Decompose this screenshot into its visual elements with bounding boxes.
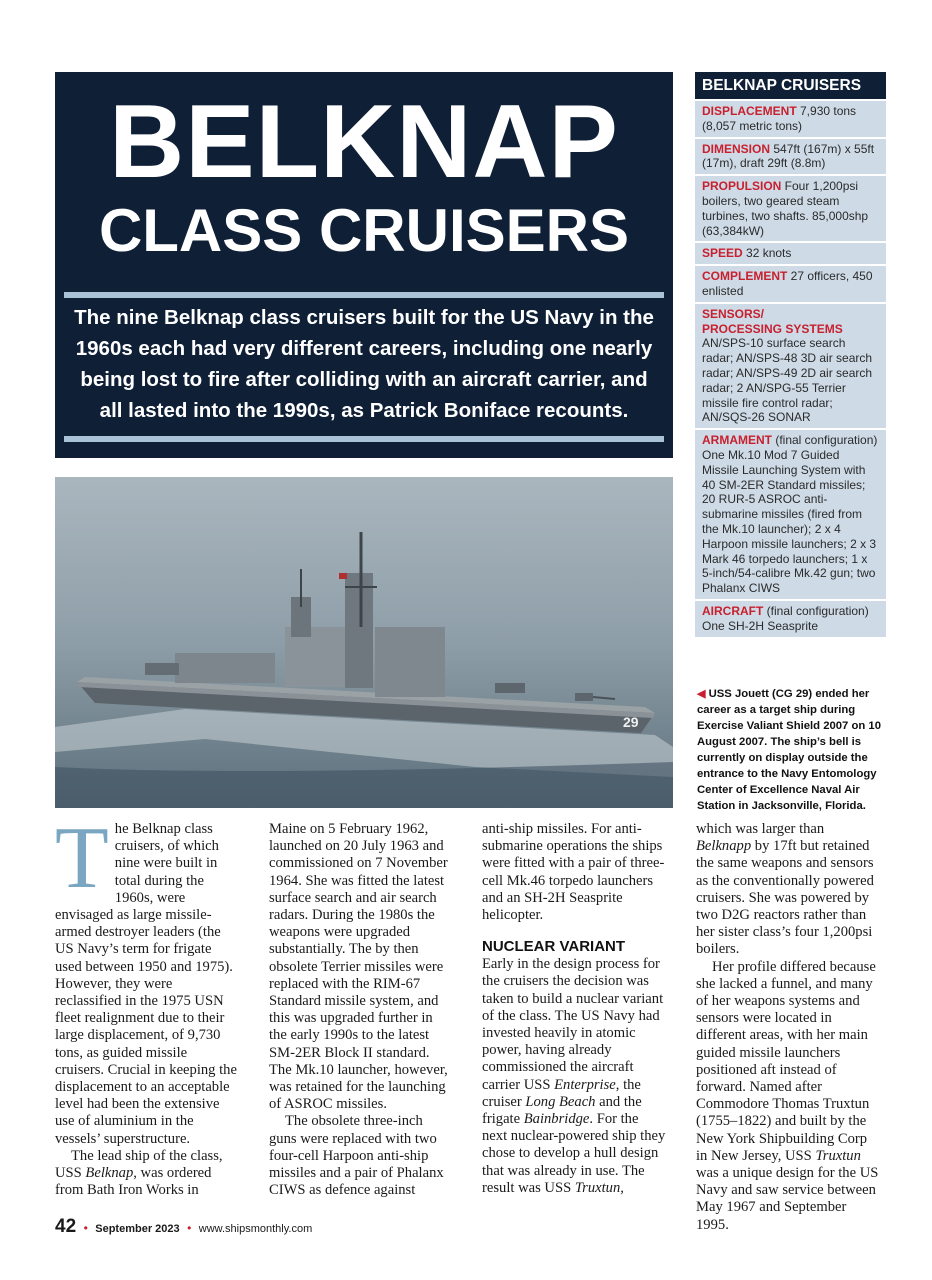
body-column-1: [55, 810, 239, 1199]
body-paragraph: which was larger than Belknapp by 17ft but retained the same weapons and sensors as the conventionally powered cruisers. She was powered by two D2G reactors rather than her sister class’s four 1,200psi boilers.: [696, 821, 874, 958]
body-paragraph: The Belknap class cruisers, of which nine were built in total during the 1960s, were envisaged as large missile-armed destroyer leaders (the US Navy’s term for frigate used between 1950 and 1975). However, they were reclassified in the 1975 USN fleet realignment due to their large displacement, of 9,730 tons, as guided missile cruisers. Crucial in keeping the displacement to an acceptable level had been the extensive use of aluminium in the vessels’ superstructure.: [55, 810, 237, 1147]
separator-dot: •: [83, 1221, 88, 1235]
page-number: 42: [55, 1216, 77, 1237]
body-paragraph: The lead ship of the class, USS Belknap, was ordered from Bath Iron Works in: [55, 1147, 223, 1199]
page-footer: [55, 1216, 312, 1238]
spec-dimension: DIMENSION 547ft (167m) x 55ft (17m), draft 29ft (8.8m): [695, 137, 886, 175]
separator-dot: •: [187, 1221, 192, 1235]
headline-subtitle: CLASS CRUISERS: [98, 197, 630, 264]
spec-complement: COMPLEMENT 27 officers, 450 enlisted: [695, 264, 886, 302]
spec-armament: ARMAMENT (final configuration) One Mk.10 Mod 7 Guided Missile Launching System with 40 SM-2ER Standard missiles; 20 RUR-5 ASROC anti-submarine missiles (fired from the Mk.10 launcher); 2 x 4 Harpoon missile launchers; 2 x 3 Mark 46 torpedo launchers; 1 x 5-inch/54-calibre Mk.42 gun; two Phalanx CIWS: [695, 428, 886, 599]
spec-aircraft: AIRCRAFT (final configuration) One SH-2H Seasprite: [695, 599, 886, 637]
divider-top: [64, 292, 664, 298]
caption-text: USS Jouett (CG 29) ended her career as a target ship during Exercise Valiant Shield 2007 on 10 August 2007. The ship’s bell is currently on display outside the entrance to the Navy Entomology Center of Excellence Naval Air Station in Jacksonville, Florida.: [697, 688, 881, 812]
body-paragraph: Early in the design process for the cruisers the decision was taken to build a nuclear variant of the class. The US Navy had invested heavily in atomic power, having already commissioned the aircraft carrier USS Enterprise, the cruiser Long Beach and the frigate Bainbridge. For the next nuclear-powered ship they chose to develop a hull design that was already in use. The result was USS Truxtun,: [482, 956, 666, 1196]
body-column-2: [269, 821, 453, 1199]
spec-propulsion: PROPULSION Four 1,200psi boilers, two geared steam turbines, two shafts. 85,000shp (63,384kW): [695, 174, 886, 241]
headline: BELKNAP: [109, 84, 619, 200]
spec-sensors: SENSORS/ PROCESSING SYSTEMS AN/SPS-10 surface search radar; AN/SPS-48 3D air search radar; AN/SPS-49 2D air search radar; 2 AN/SPG-55 Terrier missile fire control radar; AN/SQS-26 SONAR: [695, 302, 886, 428]
body-paragraph: anti-ship missiles. For anti-submarine operations the ships were fitted with a pair of three-cell Mk.46 torpedo launchers and an SH-2H Seasprite helicopter.: [482, 821, 665, 924]
divider-bottom: [64, 436, 664, 442]
photo-caption: [697, 686, 887, 814]
issue-date: September 2023: [95, 1223, 180, 1235]
spec-sidebar: [695, 72, 886, 637]
body-column-4: [696, 821, 880, 1234]
body-paragraph: The obsolete three-inch guns were replaced with two four-cell Harpoon anti-ship missiles and a pair of Phalanx CIWS as defence against: [269, 1113, 444, 1199]
drop-cap: T: [55, 810, 109, 907]
title-block: [55, 72, 673, 458]
spec-displacement: DISPLACEMENT 7,930 tons (8,057 metric tons): [695, 99, 886, 137]
section-subhead: NUCLEAR VARIANT: [482, 938, 626, 956]
sidebar-heading: BELKNAP CRUISERS: [695, 72, 886, 99]
website-link[interactable]: www.shipsmonthly.com: [198, 1223, 313, 1235]
body-paragraph: Maine on 5 February 1962, launched on 20 July 1963 and commissioned on 7 November 1964. She was fitted the latest surface search and air search radars. During the 1980s the weapons were upgraded substantially. The by then obsolete Terrier missiles were replaced with the RIM-67 Standard missile system, and this was upgraded further in the early 1990s to the latest SM-2ER Block II standard. The Mk.10 launcher, however, was retained for the launching of ASROC missiles.: [269, 821, 448, 1113]
standfirst: The nine Belknap class cruisers built for the US Navy in the 1960s each had very different careers, including one nearly being lost to fire after colliding with an aircraft carrier, and all lasted into the 1990s, as Patrick Boniface recounts.: [74, 306, 654, 422]
caption-arrow-icon: ◀: [697, 688, 706, 700]
body-paragraph: Her profile differed because she lacked a funnel, and many of her weapons systems and sensors were located in different areas, with her main guided missile launchers positioned aft instead of forward. Named after Commodore Thomas Truxtun (1755–1822) and built by the New York Shipbuilding Corp in New Jersey, USS Truxtun was a unique design for the US Navy and saw service between May 1967 and September 1995.: [696, 958, 879, 1233]
ship-photo: [55, 477, 673, 808]
spec-speed: SPEED 32 knots: [695, 241, 886, 264]
hull-number: 29: [623, 714, 639, 730]
body-column-3: [482, 821, 666, 1197]
